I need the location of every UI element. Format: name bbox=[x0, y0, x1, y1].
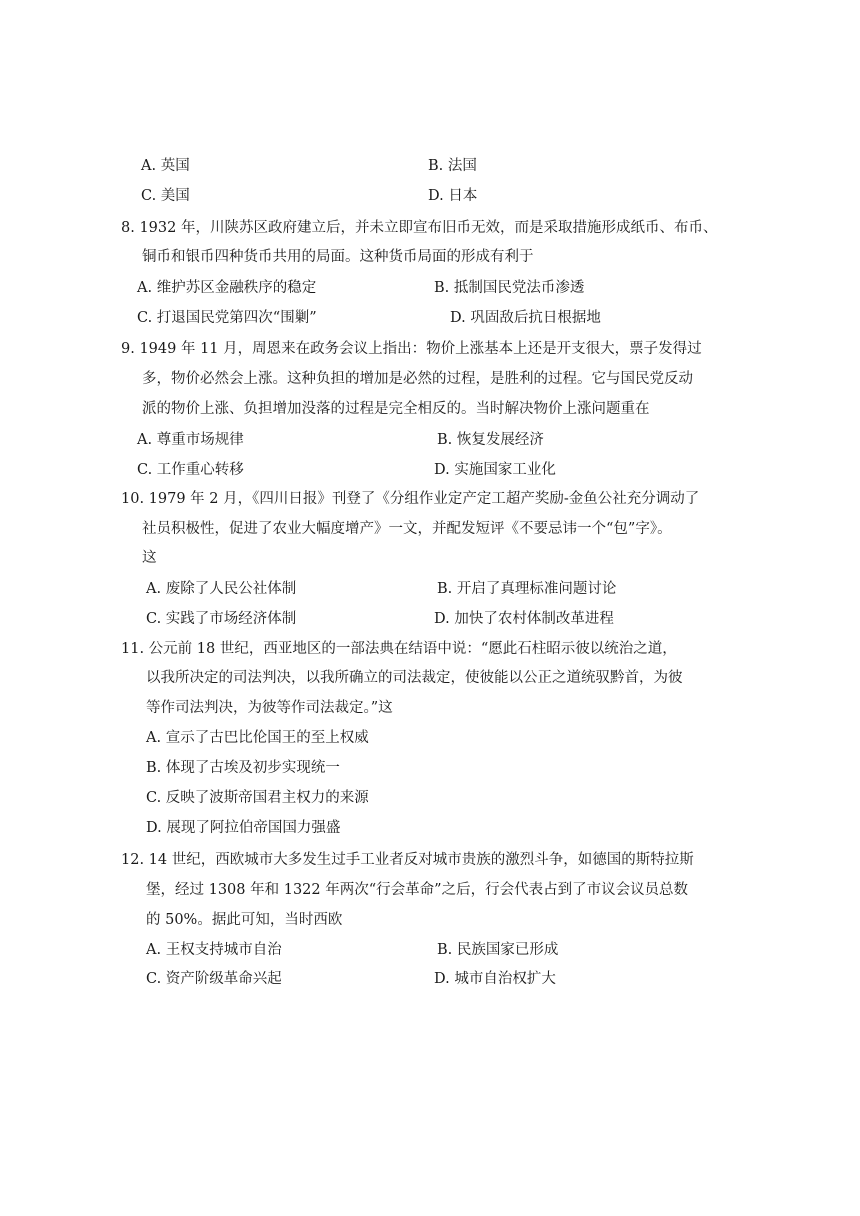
q12-option-b: B. 民族国家已形成 bbox=[437, 942, 559, 958]
q9-stem-line-2: 多，物价必然会上涨。这种负担的增加是必然的过程，是胜利的过程。它与国民党反动 bbox=[142, 371, 693, 387]
q10-stem-line-1: 10. 1979 年 2 月，《四川日报》刊登了《分组作业定产定工超产奖励-金鱼公社充分调动了 bbox=[121, 491, 700, 507]
q9-stem-line-3: 派的物价上涨、负担增加没落的过程是完全相反的。当时解决物价上涨问题重在 bbox=[142, 401, 650, 417]
q7-option-b: B. 法国 bbox=[428, 158, 477, 174]
q11-stem-line-1: 11. 公元前 18 世纪，西亚地区的一部法典在结语中说：“愿此石柱昭示彼以统治之道， bbox=[121, 641, 677, 657]
q12-stem-line-2: 堡，经过 1308 年和 1322 年两次“行会革命”之后，行会代表占到了市议会议员总数 bbox=[146, 882, 689, 898]
q9-option-a: A. 尊重市场规律 bbox=[137, 432, 244, 448]
q9-option-d: D. 实施国家工业化 bbox=[434, 462, 556, 478]
q12-option-a: A. 王权支持城市自治 bbox=[146, 942, 282, 958]
q8-option-b: B. 抵制国民党法币渗透 bbox=[434, 280, 585, 296]
q7-option-d: D. 日本 bbox=[428, 188, 478, 204]
q8-stem-line-2: 铜币和银币四种货币共用的局面。这种货币局面的形成有利于 bbox=[142, 249, 534, 265]
q8-option-d: D. 巩固敌后抗日根据地 bbox=[450, 310, 601, 326]
q9-option-c: C. 工作重心转移 bbox=[137, 462, 244, 478]
q8-option-a: A. 维护苏区金融秩序的稳定 bbox=[137, 280, 317, 296]
q7-option-a: A. 英国 bbox=[141, 158, 190, 174]
q12-stem-line-1: 12. 14 世纪，西欧城市大多发生过手工业者反对城市贵族的激烈斗争，如德国的斯特拉斯 bbox=[121, 852, 694, 868]
q11-option-b: B. 体现了古埃及初步实现统一 bbox=[146, 760, 340, 776]
q11-stem-line-3: 等作司法判决，为彼等作司法裁定。”这 bbox=[146, 700, 393, 716]
q11-stem-line-2: 以我所决定的司法判决，以我所确立的司法裁定，使彼能以公正之道统驭黔首，为彼 bbox=[146, 670, 683, 686]
q11-option-d: D. 展现了阿拉伯帝国国力强盛 bbox=[146, 820, 341, 836]
q8-stem-line-1: 8. 1932 年，川陕苏区政府建立后，并未立即宣布旧币无效，而是采取措施形成纸币、布币、 bbox=[121, 220, 718, 236]
q12-option-c: C. 资产阶级革命兴起 bbox=[146, 971, 282, 987]
q10-stem-line-3: 这 bbox=[142, 550, 157, 566]
q8-option-c: C. 打退国民党第四次“围剿” bbox=[137, 310, 317, 326]
q11-option-c: C. 反映了波斯帝国君主权力的来源 bbox=[146, 790, 369, 806]
q10-option-a: A. 废除了人民公社体制 bbox=[146, 581, 297, 597]
q10-option-d: D. 加快了农村体制改革进程 bbox=[434, 611, 614, 627]
q12-stem-line-3: 的 50%。据此可知，当时西欧 bbox=[146, 912, 343, 928]
q10-option-c: C. 实践了市场经济体制 bbox=[146, 611, 297, 627]
q10-stem-line-2: 社员积极性，促进了农业大幅度增产》一文，并配发短评《不要忌讳一个“包”字》。 bbox=[142, 521, 672, 537]
q9-option-b: B. 恢复发展经济 bbox=[437, 432, 544, 448]
q10-option-b: B. 开启了真理标准问题讨论 bbox=[437, 581, 617, 597]
q11-option-a: A. 宣示了古巴比伦国王的至上权威 bbox=[146, 730, 369, 746]
q12-option-d: D. 城市自治权扩大 bbox=[434, 971, 556, 987]
q9-stem-line-1: 9. 1949 年 11 月，周恩来在政务会议上指出：物价上涨基本上还是开支很大，票子发得过 bbox=[121, 341, 702, 357]
q7-option-c: C. 美国 bbox=[141, 188, 190, 204]
